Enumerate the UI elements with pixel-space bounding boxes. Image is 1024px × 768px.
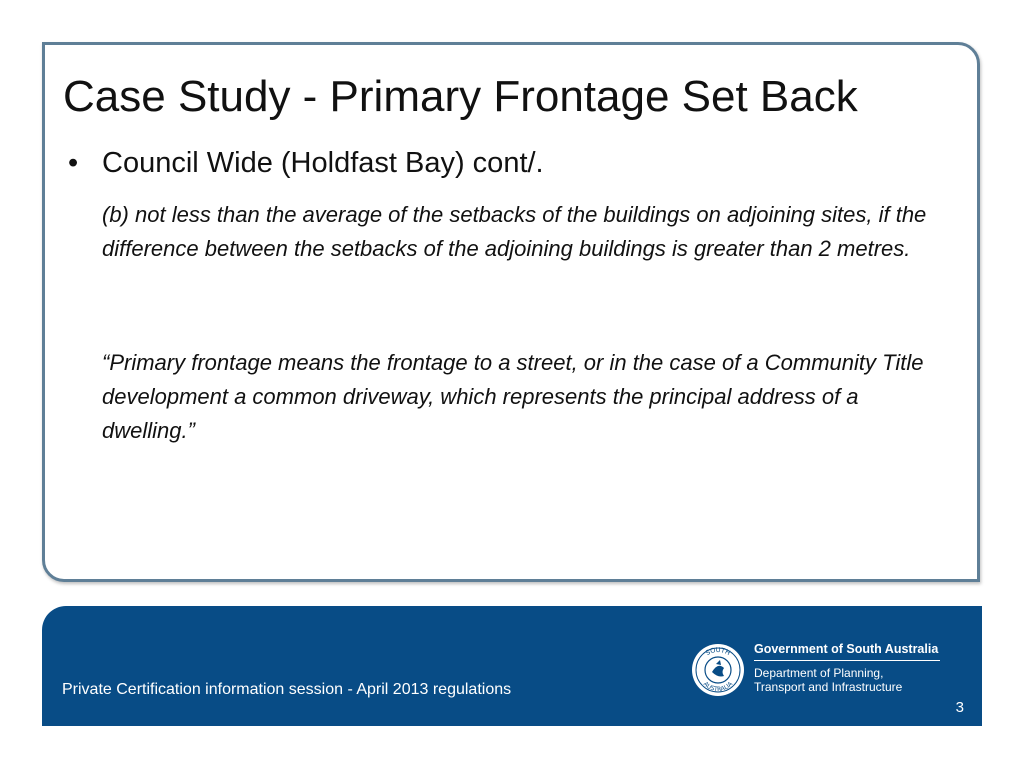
bullet-text: Council Wide (Holdfast Bay) cont/. [102,147,544,179]
bullet-dot-icon: • [68,147,79,179]
department-line-1: Department of Planning, [754,666,884,680]
slide-title: Case Study - Primary Frontage Set Back [63,72,858,121]
department-line-2: Transport and Infrastructure [754,680,903,694]
bullet-item [68,147,544,180]
government-logo [690,640,950,700]
sa-government-seal-icon [690,642,746,698]
svg-text:AUSTRALIA: AUSTRALIA [701,680,735,694]
footer-text: Private Certification information session - April 2013 regulations [62,681,512,698]
content-panel [42,42,980,582]
government-name: Government of South Australia [754,642,940,661]
government-text [754,642,940,694]
page-number: 3 [955,699,964,716]
svg-text:SOUTH: SOUTH [704,645,732,658]
definition-paragraph: “Primary frontage means the frontage to a street, or in the case of a Community Title development a common driveway, which represents the principal address of a dwelling.” [102,350,924,443]
paragraph-b: (b) not less than the average of the setbacks of the buildings on adjoining sites, if the difference between the setbacks of the adjoining buildings is greater than 2 metres. [102,202,927,261]
